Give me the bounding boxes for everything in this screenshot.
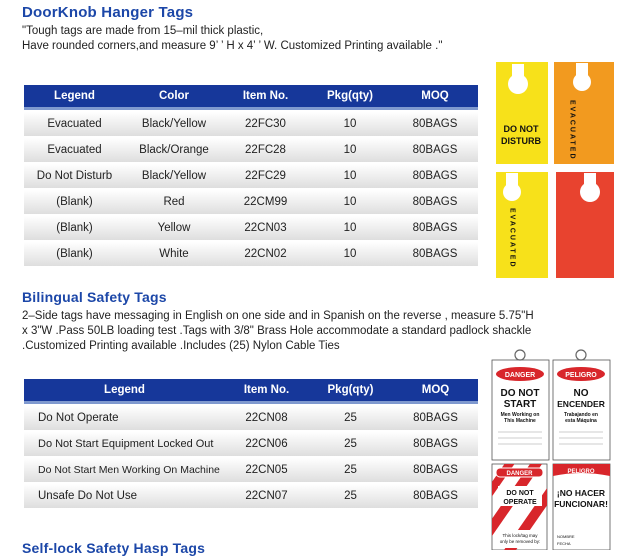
hanger-tag-yellow-do-not-disturb xyxy=(496,62,548,164)
tag-text: NOMBRE xyxy=(557,534,575,539)
table-row xyxy=(24,216,478,240)
cell-item-no: 22FC29 xyxy=(223,164,308,188)
tag-text: DISTURB xyxy=(501,136,541,146)
cell-moq: 80BAGS xyxy=(392,112,478,136)
cell-pkg-qty: 25 xyxy=(308,484,393,508)
cell-moq: 80BAGS xyxy=(392,138,478,162)
cell-legend: Do Not Start Equipment Locked Out xyxy=(24,432,225,456)
cell-legend: Do Not Disturb xyxy=(24,164,125,188)
section-title-bilingual-safety-tags: Bilingual Safety Tags xyxy=(22,289,167,305)
table-row xyxy=(24,242,478,266)
cell-moq: 80BAGS xyxy=(393,432,478,456)
col-header-pkg-qty: Pkg(qty) xyxy=(308,379,393,404)
bilingual-tags-table xyxy=(24,377,478,510)
doorknob-hanger-tags-image xyxy=(490,60,618,282)
cell-item-no: 22CN02 xyxy=(223,242,308,266)
tag-text: Men Working on xyxy=(500,412,540,418)
tag-vertical-text: EVACUATED xyxy=(568,100,576,161)
danger-label: DANGER xyxy=(506,471,533,477)
cell-color: Black/Yellow xyxy=(125,164,223,188)
cell-moq: 80BAGS xyxy=(393,406,478,430)
cell-pkg-qty: 25 xyxy=(308,406,393,430)
cell-legend: Do Not Start Men Working On Machine xyxy=(24,458,225,482)
tag-text: This lock/tag may xyxy=(502,533,538,538)
cell-moq: 80BAGS xyxy=(392,164,478,188)
cell-color: White xyxy=(125,242,223,266)
desc-line: .Customized Printing available .Includes (25) Nylon Cable Ties xyxy=(22,340,340,352)
table-row xyxy=(24,112,478,136)
col-header-item-no: Item No. xyxy=(225,379,308,404)
cell-color: Red xyxy=(125,190,223,214)
cell-pkg-qty: 10 xyxy=(308,112,392,136)
tag-text: DO NOT xyxy=(500,388,540,399)
tag-text: OPERATE xyxy=(503,499,537,506)
cell-pkg-qty: 25 xyxy=(308,458,393,482)
cell-moq: 80BAGS xyxy=(393,458,478,482)
table-row xyxy=(24,458,478,482)
desc-line: Have rounded corners,and measure 9’ ’ H x 4’ ’ W. Customized Printing available ." xyxy=(22,40,443,52)
cell-legend: (Blank) xyxy=(24,216,125,240)
col-header-moq: MOQ xyxy=(393,379,478,404)
desc-line: 2–Side tags have messaging in English on one side and in Spanish on the reverse , measure 5.75"H xyxy=(22,310,534,322)
cell-moq: 80BAGS xyxy=(392,216,478,240)
tag-text: This Machine xyxy=(504,418,536,424)
cell-item-no: 22CN06 xyxy=(225,432,308,456)
safety-tag-no-hacer-funcionar xyxy=(553,464,610,550)
tag-text: Trabajando en xyxy=(564,412,598,418)
safety-tag-no-encender xyxy=(553,350,610,460)
tag-text: only be removed by: xyxy=(499,539,541,544)
cell-legend: Evacuated xyxy=(24,112,125,136)
hanger-tag-yellow-evacuated xyxy=(496,172,548,278)
desc-line: "Tough tags are made from 15–mil thick plastic, xyxy=(22,25,264,37)
hanger-tag-orange-evacuated xyxy=(554,62,614,164)
cell-pkg-qty: 25 xyxy=(308,432,393,456)
table-row xyxy=(24,432,478,456)
cell-legend: (Blank) xyxy=(24,242,125,266)
table-header-row xyxy=(24,85,478,110)
col-header-legend: Legend xyxy=(24,85,125,110)
cell-item-no: 22CN07 xyxy=(225,484,308,508)
bilingual-safety-tags-image xyxy=(490,346,620,550)
tag-text: ¡NO HACER xyxy=(556,488,606,498)
cell-pkg-qty: 10 xyxy=(308,242,392,266)
cell-item-no: 22CN03 xyxy=(223,216,308,240)
peligro-label: PELIGRO xyxy=(567,469,595,475)
table-row xyxy=(24,484,478,508)
cell-moq: 80BAGS xyxy=(392,190,478,214)
tag-text: DO NOT xyxy=(506,490,534,497)
tag-vertical-text: EVACUATED xyxy=(508,208,516,269)
cell-item-no: 22CM99 xyxy=(223,190,308,214)
cell-item-no: 22FC30 xyxy=(223,112,308,136)
cell-legend: Do Not Operate xyxy=(24,406,225,430)
section-description-bilingual xyxy=(22,309,534,354)
table-row xyxy=(24,406,478,430)
section-title-doorknob-hanger-tags: DoorKnob Hanger Tags xyxy=(22,4,194,21)
section-title-self-lock-safety-hasp-tags: Self-lock Safety Hasp Tags xyxy=(22,540,206,556)
cell-color: Black/Yellow xyxy=(125,112,223,136)
cell-item-no: 22FC28 xyxy=(223,138,308,162)
cell-legend: Evacuated xyxy=(24,138,125,162)
col-header-legend: Legend xyxy=(24,379,225,404)
tag-text: ENCENDER xyxy=(557,399,605,409)
cell-pkg-qty: 10 xyxy=(308,190,392,214)
cell-legend: Unsafe Do Not Use xyxy=(24,484,225,508)
danger-label: DANGER xyxy=(504,372,536,379)
cell-pkg-qty: 10 xyxy=(308,216,392,240)
tag-text: DO NOT xyxy=(503,124,539,134)
tag-text: FECHA xyxy=(557,541,571,546)
hanger-tag-red-blank xyxy=(556,172,614,278)
tag-text: NO xyxy=(573,388,589,399)
cell-moq: 80BAGS xyxy=(392,242,478,266)
col-header-pkg-qty: Pkg(qty) xyxy=(308,85,392,110)
cell-legend: (Blank) xyxy=(24,190,125,214)
tag-text: esta Máquina xyxy=(565,418,597,424)
cell-color: Yellow xyxy=(125,216,223,240)
col-header-item-no: Item No. xyxy=(223,85,308,110)
cell-moq: 80BAGS xyxy=(393,484,478,508)
col-header-color: Color xyxy=(125,85,223,110)
cell-item-no: 22CN05 xyxy=(225,458,308,482)
cell-pkg-qty: 10 xyxy=(308,164,392,188)
col-header-moq: MOQ xyxy=(392,85,478,110)
section-description-doorknob xyxy=(22,24,442,54)
desc-line: x 3"W .Pass 50LB loading test .Tags with 3/8" Brass Hole accommodate a standard padlock shackle xyxy=(22,325,532,337)
table-row xyxy=(24,190,478,214)
table-row xyxy=(24,138,478,162)
table-row xyxy=(24,164,478,188)
cell-item-no: 22CN08 xyxy=(225,406,308,430)
doorknob-tags-table xyxy=(24,83,478,268)
peligro-label: PELIGRO xyxy=(565,372,597,379)
safety-tag-do-not-start xyxy=(492,350,549,460)
cell-pkg-qty: 10 xyxy=(308,138,392,162)
tag-text: START xyxy=(503,399,537,410)
tag-text: FUNCIONAR! xyxy=(554,499,608,509)
cell-color: Black/Orange xyxy=(125,138,223,162)
table-header-row xyxy=(24,379,478,404)
